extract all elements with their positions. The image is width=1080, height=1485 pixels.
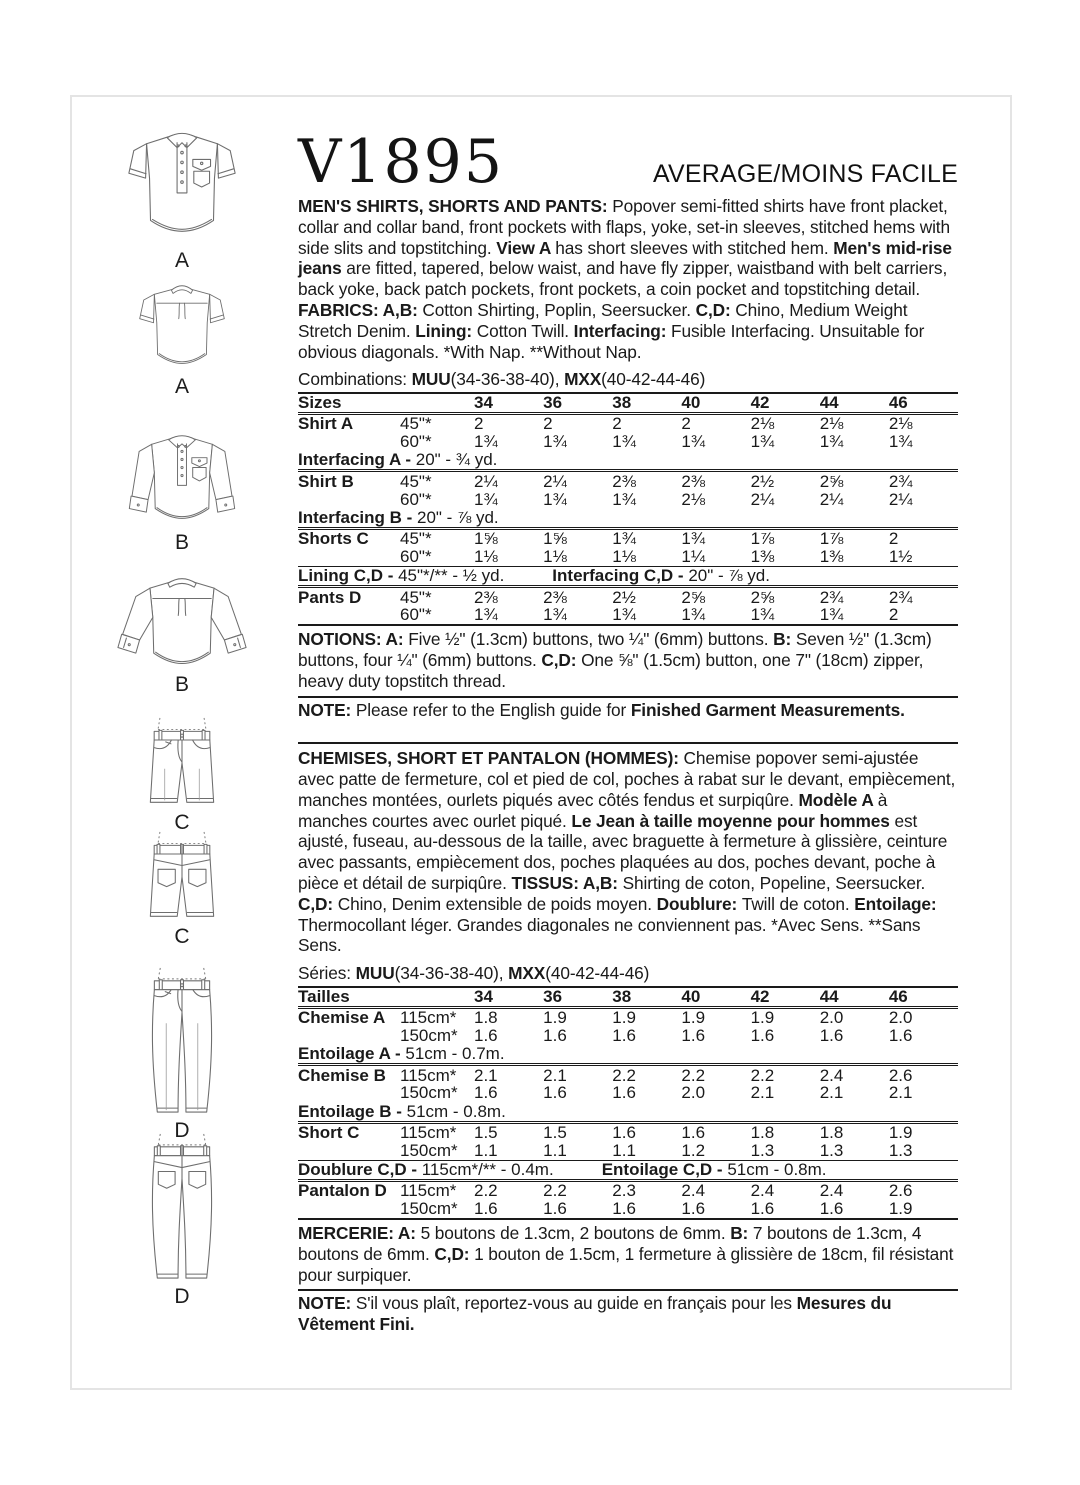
table-note-part: Interfacing C,D - 20" - ⅞ yd. (552, 566, 770, 586)
jeans-back-drawing (136, 1132, 228, 1284)
table-cell: Pantalon D (298, 1181, 387, 1201)
title-row (298, 112, 958, 197)
figure-label: D (174, 1285, 190, 1308)
pattern-number: V1895 (298, 127, 505, 197)
table-cell: 42 (750, 393, 770, 413)
table-cell: 1¾ (681, 432, 706, 452)
table-cell: 2¼ (474, 471, 498, 491)
table-cell: Shirt B (298, 471, 354, 491)
table-cell: 150cm* (400, 1026, 458, 1045)
figure-label: C (174, 925, 190, 948)
table-cell: 1.9 (612, 1008, 636, 1028)
table-cell: 1¾ (819, 432, 844, 452)
view-d-front-figure (76, 966, 288, 1143)
table-cell: Pants D (298, 587, 362, 607)
shorts-back-drawing (134, 830, 230, 924)
table-row (298, 1200, 958, 1218)
table-row (298, 490, 958, 508)
table-cell: 2.1 (819, 1083, 844, 1103)
figure-label: A (174, 249, 189, 272)
table-cell: 2.6 (888, 1065, 913, 1085)
shirt-long-sleeve-back-drawing (109, 574, 255, 672)
table-cell: 1¾ (474, 605, 498, 625)
table-cell: Shorts C (298, 529, 369, 549)
table-cell: 38 (612, 987, 632, 1007)
table-cell: 44 (819, 987, 839, 1007)
table-row (298, 1142, 958, 1160)
english-note: NOTE: Please refer to the English guide for Finished Garment Measurements. (298, 696, 958, 721)
table-cell: 45"* (400, 414, 432, 434)
content-column (298, 112, 958, 1335)
table-cell: 1.6 (750, 1199, 775, 1219)
french-description: CHEMISES, SHORT ET PANTALON (HOMMES): Chemise popover semi-ajustée avec patte de fermeture, col et pied de col, poches à rabat sur le devant, empiècement, manches montées, ourlets piqués avec côtés fendus et surpiqûre. Modèle A à manches courtes avec ourlet piqué. Le Jean à taille moyenne pour hommes est ajusté, fuseau, au-dessous de la taille, avec braguette à fermeture à glissière, ceinture avec passants, empiècement dos, poches plaquées au dos, poches devant, poche à pièce et détail de surpiqûre. TISSUS: A,B: Shirting de coton, Popeline, Seersucker. C,D: Chino, Denim extensible de poids moyen. Doublure: Twill de coton. Entoilage: Thermocollant léger. Grandes diagonales ne conviennent pas. *Avec Sens. **Sans Sens. (298, 742, 958, 956)
shirt-short-sleeve-front-drawing (116, 126, 248, 248)
table-cell: 1⅜ (750, 546, 775, 566)
table-cell: 1.6 (612, 1083, 636, 1103)
table-cell: 2⅝ (750, 587, 775, 607)
table-cell: 2.2 (681, 1065, 706, 1085)
shorts-front-drawing (134, 716, 230, 810)
table-row (298, 1066, 958, 1084)
table-cell: 2.4 (750, 1181, 775, 1201)
view-d-back-figure (76, 1132, 288, 1309)
table-cell: 1.1 (543, 1140, 567, 1160)
view-b-back-figure (76, 574, 288, 697)
table-cell: 2⅜ (612, 471, 636, 491)
table-cell: 2 (888, 605, 899, 625)
table-cell: 1.6 (819, 1026, 844, 1045)
table-cell: 1¾ (612, 605, 636, 625)
table-cell: 1.6 (474, 1199, 498, 1219)
table-note-part: Lining C,D - 45"*/** - ½ yd. (298, 566, 505, 586)
table-cell: 60"* (400, 546, 432, 566)
table-cell: 46 (888, 987, 908, 1007)
table-cell: 2.4 (819, 1065, 844, 1085)
figure-label: D (174, 1119, 190, 1142)
table-cell: Chemise A (298, 1008, 386, 1028)
table-cell: 1.5 (474, 1123, 498, 1142)
table-row (298, 1027, 958, 1045)
table-cell: 1¾ (888, 432, 913, 452)
table-cell: Sizes (298, 393, 342, 413)
table-cell: Shirt A (298, 414, 354, 434)
table-cell: 1.8 (474, 1008, 498, 1028)
table-cell: 1.8 (819, 1123, 844, 1142)
table-cell: 2¾ (888, 587, 913, 607)
table-cell: 1⅛ (474, 546, 498, 566)
table-cell: Short C (298, 1123, 360, 1142)
table-cell: 1.5 (543, 1123, 567, 1142)
table-cell: 40 (681, 393, 701, 413)
english-notions: NOTIONS: A: Five ½" (1.3cm) buttons, two ¼" (6mm) buttons. B: Seven ½" (1.3cm) buttons, four ¼" (6mm) buttons. C,D: One ⅝" (1.5cm) button, one 7" (18cm) zipper, heavy duty topstitch thread. (298, 629, 932, 691)
shirt-short-sleeve-back-drawing (118, 278, 246, 374)
view-a-back-figure (76, 278, 288, 399)
english-description: MEN'S SHIRTS, SHORTS AND PANTS: Popover semi-fitted shirts have front placket, collar and collar band, front pockets with flaps, yoke, set-in sleeves, stitched hems with side slits and topstitching. View A has short sleeves with stitched hem. Men's mid-rise jeans are fitted, tapered, below waist, and have fly zipper, waistband with belt carriers, back yoke, back patch pockets, front pockets, a coin pocket and topstitching detail. FABRICS: A,B: Cotton Shirting, Poplin, Seersucker. C,D: Chino, Medium Weight Stretch Denim. Lining: Cotton Twill. Interfacing: Fusible Interfacing. Unsuitable for obvious diagonals. *With Nap. **Without Nap. (298, 196, 952, 362)
table-cell: 34 (474, 987, 493, 1007)
table-row (298, 1009, 958, 1027)
table-cell: 1.6 (543, 1083, 567, 1103)
table-cell: 45"* (400, 471, 432, 491)
table-cell: 2.4 (681, 1181, 706, 1201)
table-row (298, 606, 958, 624)
table-cell: 1.3 (750, 1140, 775, 1160)
table-note-row (298, 451, 958, 473)
table-row (298, 415, 958, 433)
table-cell: 1¾ (543, 605, 567, 625)
table-cell: 2.3 (612, 1181, 636, 1201)
table-cell: Chemise B (298, 1065, 386, 1085)
table-row (298, 472, 958, 490)
table-cell: 115cm* (400, 1181, 457, 1201)
table-note-part: Entoilage A - 51cm - 0.7m. (298, 1044, 505, 1064)
table-cell: 60"* (400, 432, 432, 452)
table-note-part: Doublure C,D - 115cm*/** - 0.4m. (298, 1160, 554, 1180)
table-cell: 1.6 (612, 1199, 636, 1219)
table-cell: 2¾ (819, 587, 844, 607)
table-cell: 1¾ (681, 605, 706, 625)
table-cell: 1¾ (474, 432, 498, 452)
table-cell: 1.9 (888, 1199, 913, 1219)
table-cell: 1⅜ (819, 546, 844, 566)
table-cell: 150cm* (400, 1083, 458, 1103)
table-cell: 2.2 (750, 1065, 775, 1085)
table-row (298, 433, 958, 451)
table-cell: 1.6 (474, 1026, 498, 1045)
table-cell: 1.6 (612, 1026, 636, 1045)
table-cell: 115cm* (400, 1065, 457, 1085)
difficulty-rating: AVERAGE/MOINS FACILE (652, 160, 958, 188)
table-cell: 1⅞ (750, 529, 775, 549)
table-cell: 2⅜ (543, 587, 567, 607)
view-a-front-figure (76, 126, 288, 273)
table-cell: 1¾ (543, 432, 567, 452)
french-series: Séries: MUU(34-36-38-40), MXX(40-42-44-46) (298, 963, 650, 984)
english-yardage-table (298, 392, 958, 626)
view-c-back-figure (76, 830, 288, 949)
table-cell: 2.0 (681, 1083, 706, 1103)
table-cell: 44 (819, 393, 839, 413)
table-cell: 1⅞ (819, 529, 844, 549)
table-cell: 2 (681, 414, 691, 434)
table-cell: 34 (474, 393, 493, 413)
table-cell: 1.6 (543, 1199, 567, 1219)
table-note-part: Interfacing B - 20" - ⅞ yd. (298, 507, 499, 527)
table-cell: 2½ (750, 471, 775, 491)
table-cell: 1¾ (819, 605, 844, 625)
table-cell: 150cm* (400, 1199, 458, 1219)
table-note-part: Entoilage C,D - 51cm - 0.8m. (601, 1160, 827, 1180)
view-b-front-figure (76, 430, 288, 555)
table-cell: 2 (474, 414, 484, 434)
table-cell: 1⅛ (543, 546, 567, 566)
table-cell: 42 (750, 987, 770, 1007)
figure-label: C (174, 811, 190, 834)
table-cell: 2.0 (819, 1008, 844, 1028)
table-cell: 1.6 (681, 1199, 706, 1219)
table-header-row (298, 394, 958, 415)
table-cell: Tailles (298, 987, 350, 1007)
table-cell: 1.9 (543, 1008, 567, 1028)
table-cell: 2⅛ (819, 414, 844, 434)
table-cell: 1¾ (750, 432, 775, 452)
table-row (298, 548, 958, 566)
table-cell: 1.3 (888, 1140, 913, 1160)
table-cell: 2¾ (888, 471, 913, 491)
table-note-part: Interfacing A - 20" - ¾ yd. (298, 450, 498, 470)
table-cell: 1¼ (681, 546, 706, 566)
table-cell: 2.1 (474, 1065, 498, 1085)
table-cell: 1¾ (612, 432, 636, 452)
table-cell: 2 (612, 414, 622, 434)
table-cell: 1.9 (681, 1008, 706, 1028)
table-cell: 46 (888, 393, 908, 413)
table-cell: 2¼ (888, 489, 913, 509)
table-cell: 2.0 (888, 1008, 913, 1028)
english-combinations: Combinations: MUU(34-36-38-40), MXX(40-42-44-46) (298, 369, 706, 390)
table-cell: 1.6 (543, 1026, 567, 1045)
table-cell: 1.1 (612, 1140, 636, 1160)
table-cell: 36 (543, 393, 563, 413)
figure-label: B (174, 673, 189, 696)
table-row (298, 530, 958, 548)
view-c-front-figure (76, 716, 288, 835)
table-cell: 2⅝ (681, 587, 706, 607)
table-cell: 1⅝ (474, 529, 498, 549)
table-cell: 1.8 (750, 1123, 775, 1142)
table-cell: 60"* (400, 605, 432, 625)
table-cell: 1.6 (681, 1123, 706, 1142)
table-cell: 1⅝ (543, 529, 567, 549)
table-cell: 2⅜ (474, 587, 498, 607)
table-cell: 1¾ (543, 489, 567, 509)
table-cell: 2.1 (888, 1083, 913, 1103)
table-cell: 1⅛ (612, 546, 636, 566)
table-cell: 45"* (400, 587, 432, 607)
table-cell: 40 (681, 987, 701, 1007)
figure-label: A (174, 375, 189, 398)
jeans-front-drawing (136, 966, 228, 1118)
table-cell: 2 (888, 529, 899, 549)
table-cell: 2¼ (543, 471, 567, 491)
table-cell: 1¾ (612, 489, 636, 509)
table-cell: 2⅛ (681, 489, 706, 509)
table-cell: 2⅛ (888, 414, 913, 434)
table-header-row (298, 988, 958, 1009)
table-cell: 2.1 (750, 1083, 775, 1103)
table-row (298, 588, 958, 606)
table-cell: 2½ (612, 587, 636, 607)
table-row (298, 1124, 958, 1142)
table-cell: 38 (612, 393, 632, 413)
table-cell: 1.6 (612, 1123, 636, 1142)
table-cell: 1.9 (888, 1123, 913, 1142)
table-cell: 2.1 (543, 1065, 567, 1085)
table-cell: 60"* (400, 489, 432, 509)
table-cell: 1.6 (819, 1199, 844, 1219)
table-cell: 1½ (888, 546, 913, 566)
table-cell: 1.6 (888, 1026, 913, 1045)
table-cell: 1.6 (681, 1026, 706, 1045)
table-cell: 115cm* (400, 1123, 457, 1142)
table-row (298, 1084, 958, 1102)
table-note-part: Entoilage B - 51cm - 0.8m. (298, 1101, 506, 1121)
shirt-long-sleeve-front-drawing (112, 430, 252, 530)
table-cell: 2 (543, 414, 553, 434)
table-note-row (298, 1102, 958, 1124)
table-cell: 1.6 (474, 1083, 498, 1103)
table-cell: 2.6 (888, 1181, 913, 1201)
table-cell: 2.4 (819, 1181, 844, 1201)
table-cell: 2.2 (543, 1181, 567, 1201)
table-note-row (298, 1160, 958, 1183)
table-cell: 1¾ (474, 489, 498, 509)
table-cell: 1.3 (819, 1140, 844, 1160)
table-note-row (298, 508, 958, 530)
figure-label: B (174, 531, 189, 554)
table-cell: 115cm* (400, 1008, 457, 1028)
table-cell: 36 (543, 987, 563, 1007)
table-cell: 2.2 (474, 1181, 498, 1201)
table-cell: 2⅜ (681, 471, 706, 491)
table-cell: 2⅛ (750, 414, 775, 434)
table-cell: 1.2 (681, 1140, 706, 1160)
table-cell: 2¼ (819, 489, 844, 509)
french-mercerie: MERCERIE: A: 5 boutons de 1.3cm, 2 boutons de 6mm. B: 7 boutons de 1.3cm, 4 boutons de 6mm. C,D: 1 bouton de 1.5cm, 1 fermeture à glissière de 18cm, fil résistant pour surpiquer. (298, 1223, 954, 1285)
french-note: NOTE: S'il vous plaît, reportez-vous au guide en français pour les Mesures du Vêtement Fini. (298, 1289, 958, 1335)
table-cell: 1.9 (750, 1008, 775, 1028)
table-cell: 2⅝ (819, 471, 844, 491)
table-note-row (298, 566, 958, 589)
table-row (298, 1182, 958, 1200)
table-cell: 1¾ (681, 529, 706, 549)
table-cell: 2.2 (612, 1065, 636, 1085)
table-cell: 1.6 (750, 1026, 775, 1045)
table-cell: 1¾ (612, 529, 636, 549)
table-cell: 1.1 (474, 1140, 498, 1160)
table-cell: 2¼ (750, 489, 775, 509)
french-yardage-table (298, 986, 958, 1220)
table-note-row (298, 1045, 958, 1067)
table-cell: 150cm* (400, 1140, 458, 1160)
table-cell: 45"* (400, 529, 432, 549)
table-cell: 1¾ (750, 605, 775, 625)
